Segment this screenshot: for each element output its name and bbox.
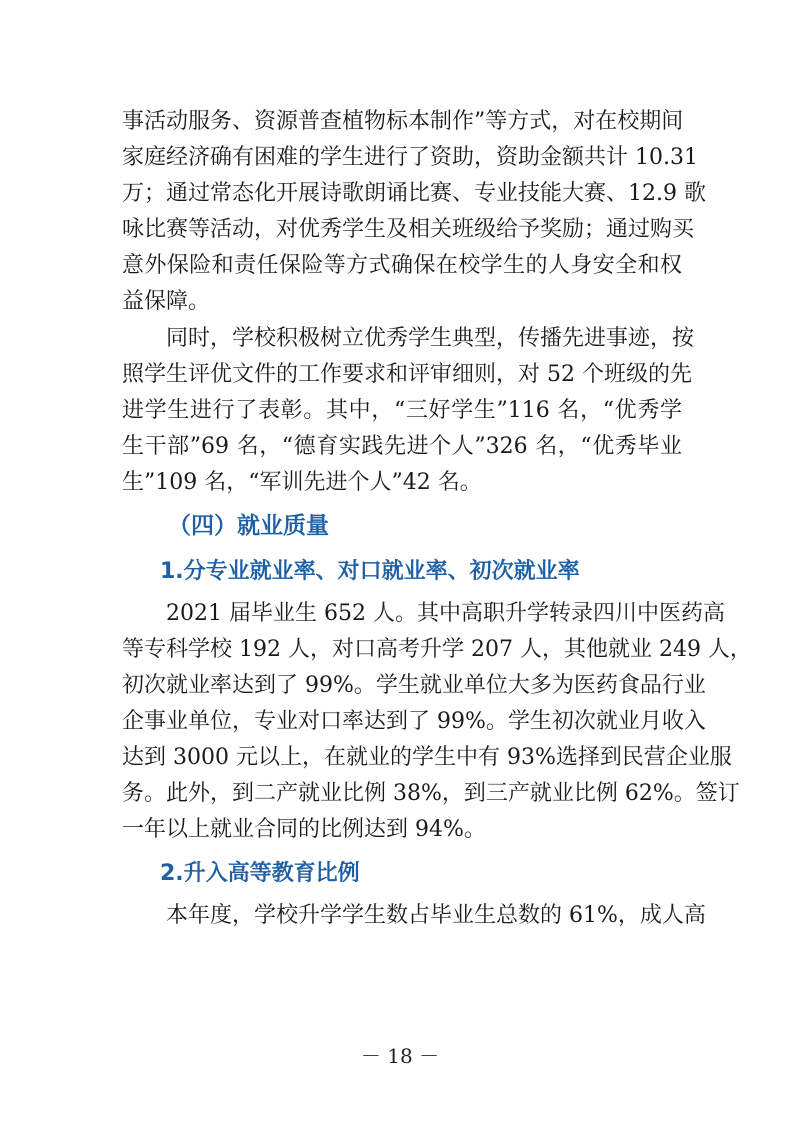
paragraph-line: 同时，学校积极树立优秀学生典型，传播先进事迹，按 [166,326,695,351]
paragraph-line: 家庭经济确有困难的学生进行了资助，资助金额共计 10.31 [122,145,698,170]
paragraph-line: 2021 届毕业生 652 人。其中高职升学转录四川中医药高 [166,601,725,626]
paragraph-line: 企事业单位，专业对口率达到了 99%。学生初次就业月收入 [122,709,706,734]
subheading-employment-rates: 1.分专业就业率、对口就业率、初次就业率 [160,559,580,584]
page-number: － 18 － [360,1044,440,1068]
paragraph-line: 事活动服务、资源普查植物标本制作”等方式，对在校期间 [122,109,684,134]
paragraph-line: 达到 3000 元以上，在就业的学生中有 93%选择到民营企业服 [122,745,732,770]
paragraph-line: 万；通过常态化开展诗歌朗诵比赛、专业技能大赛、12.9 歌 [122,181,706,206]
paragraph-line: 生”109 名，“军训先进个人”42 名。 [122,470,482,495]
paragraph-line: 生干部”69 名，“德育实践先进个人”326 名，“优秀毕业 [122,434,682,459]
paragraph-line: 本年度，学校升学学生数占毕业生总数的 61%，成人高 [166,903,706,928]
paragraph-line: 照学生评优文件的工作要求和评审细则，对 52 个班级的先 [122,362,692,387]
paragraph-line: 务。此外，到二产就业比例 38%，到三产就业比例 62%。签订 [122,781,740,806]
paragraph-line: 初次就业率达到了 99%。学生就业单位大多为医药食品行业 [122,673,706,698]
paragraph-line: 一年以上就业合同的比例达到 94%。 [122,817,486,842]
paragraph-line: 等专科学校 192 人，对口高考升学 207 人，其他就业 249 人， [122,637,752,662]
paragraph-line: 咏比赛等活动，对优秀学生及相关班级给予奖励；通过购买 [122,217,695,242]
section-heading: （四）就业质量 [168,513,329,539]
paragraph-line: 益保障。 [122,289,211,314]
subheading-higher-education: 2.升入高等教育比例 [160,861,360,886]
paragraph-line: 进学生进行了表彰。其中，“三好学生”116 名，“优秀学 [122,398,682,423]
paragraph-line: 意外保险和责任保险等方式确保在校学生的人身安全和权 [122,253,682,278]
